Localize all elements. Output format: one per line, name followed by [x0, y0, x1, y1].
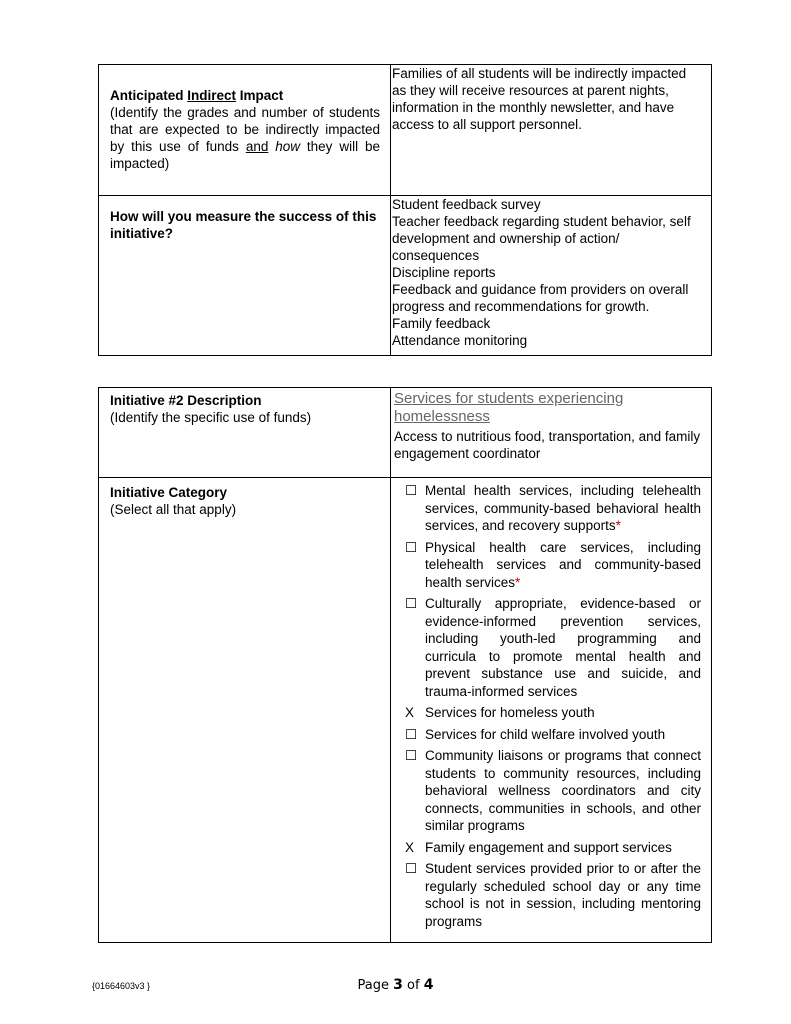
category-option[interactable]	[405, 726, 701, 744]
answer-line: development and ownership of action/	[392, 231, 620, 246]
service-title: Services for students experiencing homelessness	[394, 390, 624, 425]
measure-success-answer-cell	[391, 196, 712, 356]
indirect-impact-answer	[391, 65, 711, 133]
category-option[interactable]	[405, 539, 701, 592]
answer-line: Teacher feedback regarding student behavior, self	[392, 214, 691, 229]
category-option[interactable]	[405, 482, 701, 535]
category-option-label: Services for homeless youth	[425, 705, 595, 720]
checkbox-icon[interactable]: ☐	[405, 596, 418, 611]
answer-line: access to all support personnel.	[392, 117, 582, 132]
answer-line: Family feedback	[392, 316, 491, 331]
measure-success-answer	[391, 196, 711, 349]
answer-line: information in the monthly newsletter, and have	[392, 100, 675, 115]
indirect-impact-label-cell	[99, 65, 391, 196]
category-option[interactable]	[405, 595, 701, 700]
checkbox-icon[interactable]: ☐	[405, 861, 418, 876]
page-number: Page 3 of 4	[357, 977, 434, 993]
checked-box-icon[interactable]: X	[405, 705, 415, 720]
answer-line: as they will receive resources at parent nights,	[392, 83, 669, 98]
category-option-label: Culturally appropriate, evidence-based or evidence-informed prevention services, including youth-led programming and curricula to promote mental health and prevent substance use and suicide, and trauma-informed services	[425, 596, 701, 699]
checkbox-icon[interactable]: ☐	[405, 726, 418, 742]
checkbox-icon[interactable]: ☐	[405, 748, 418, 763]
answer-line: Attendance monitoring	[392, 333, 528, 348]
indirect-impact-label: Anticipated Indirect Impact	[110, 88, 284, 103]
category-option-label: Student services provided prior to or after the regularly scheduled school day or any time school is not in session, including mentoring programs	[425, 861, 701, 929]
measure-success-label-cell	[99, 196, 391, 356]
document-id: {01664603v3 }	[92, 981, 151, 991]
category-option[interactable]	[405, 704, 701, 722]
service-detail: Access to nutritious food, transportation, and family engagement coordinator	[394, 429, 701, 461]
answer-line: Student feedback survey	[392, 197, 541, 212]
checked-box-icon[interactable]: X	[405, 839, 415, 855]
initiative-category-label: Initiative Category	[110, 485, 228, 500]
answer-line: Discipline reports	[392, 265, 496, 280]
impact-table	[98, 64, 712, 356]
initiative-category-label-cell	[99, 478, 391, 943]
initiative-description-instructions: (Identify the specific use of funds)	[110, 410, 312, 425]
category-option-label: Services for child welfare involved youth	[425, 726, 666, 742]
checkbox-icon[interactable]: ☐	[405, 539, 418, 555]
initiative-category-instructions: (Select all that apply)	[110, 502, 237, 517]
category-checklist	[391, 478, 711, 930]
initiative-description-label: Initiative #2 Description	[110, 393, 262, 408]
indirect-impact-instructions: (Identify the grades and number of students that are expected to be indirectly impacted by this use of funds and how they will be impacted)	[110, 105, 380, 171]
category-option[interactable]	[405, 860, 701, 930]
category-option-label: Mental health services, including telehealth services, community-based behavioral health services, and recovery supports	[425, 483, 701, 533]
answer-line: Families of all students will be indirectly impacted	[392, 66, 687, 81]
required-asterisk: *	[515, 574, 521, 590]
initiative-description-answer-cell	[391, 388, 712, 478]
initiative-table	[98, 387, 712, 943]
indirect-impact-answer-cell	[391, 65, 712, 196]
measure-success-label: How will you measure the success of this initiative?	[110, 209, 377, 241]
required-asterisk: *	[615, 518, 621, 533]
category-option-label: Physical health care services, including telehealth services and community-based health services	[425, 539, 701, 590]
initiative-description-label-cell	[99, 388, 391, 478]
category-option[interactable]	[405, 839, 701, 857]
answer-line: Feedback and guidance from providers on overall	[392, 282, 689, 297]
category-option-label: Family engagement and support services	[425, 839, 672, 855]
category-option-label: Community liaisons or programs that connect students to community resources, including behavioral wellness coordinators and city connects, communities in schools, and other similar programs	[425, 748, 701, 833]
answer-line: consequences	[392, 248, 480, 263]
answer-line: progress and recommendations for growth.	[392, 299, 650, 314]
category-option[interactable]	[405, 747, 701, 835]
checkbox-icon[interactable]: ☐	[405, 483, 418, 498]
initiative-category-options-cell	[391, 478, 712, 943]
